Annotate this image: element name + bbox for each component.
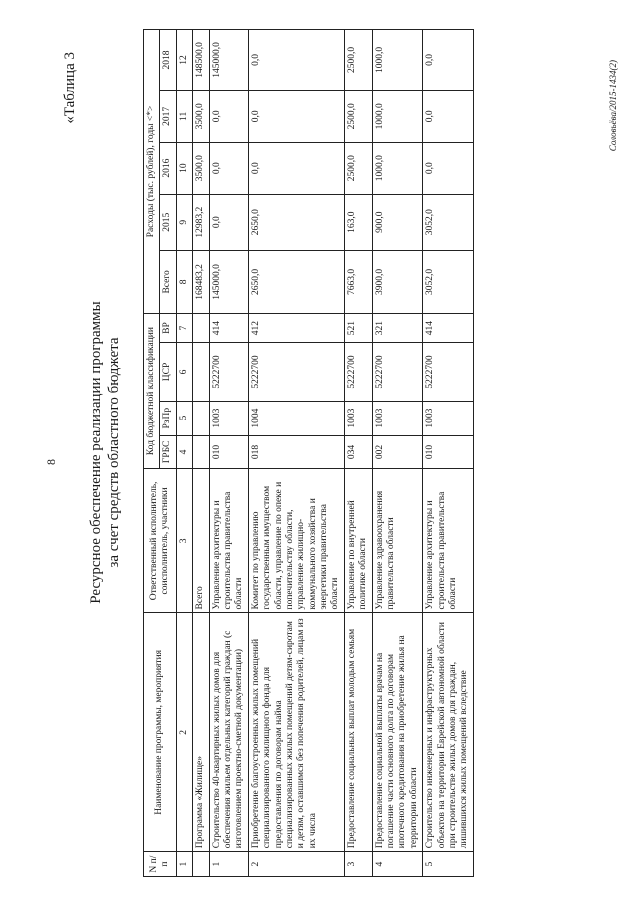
cell-y2015: 12983,2 [193,194,209,250]
cell-rzpr: 1003 [423,401,474,435]
cell-vr: 321 [372,313,423,342]
column-index: 3 [176,469,192,613]
cell-vr: 414 [423,313,474,342]
document-title-line1: Ресурсное обеспечение реализации программы [88,301,104,604]
cell-rzpr: 1003 [372,401,423,435]
cell-exec: Управление архитектуры и строительства правительства области [423,469,474,613]
header-2018: 2018 [160,30,176,91]
header-grbs: ГРБС [160,435,176,469]
cell-rzpr: 1004 [248,401,344,435]
cell-csr: 5222700 [423,343,474,402]
cell-y2015: 900,0 [372,194,423,250]
cell-grbs: 034 [344,435,372,469]
column-index: 4 [176,435,192,469]
header-executor: Ответственный исполнитель, соисполнитель, участники [144,469,177,613]
cell-y2015: 163,0 [344,194,372,250]
column-index: 8 [176,250,192,313]
document-title-line2: за счет средств областного бюджета [106,337,122,568]
document-footer: Соловьёва/2015-1434(2) [608,60,618,152]
cell-y2018: 1000,0 [372,30,423,91]
cell-total: 2650,0 [248,250,344,313]
column-index: 2 [176,613,192,852]
cell-vr: 412 [248,313,344,342]
cell-total: 145000,0 [209,250,248,313]
cell-csr: 5222700 [248,343,344,402]
cell-rzpr [193,401,209,435]
header-budget-code: Код бюджетной классификации [144,313,160,468]
cell-y2018: 0,0 [248,30,344,91]
header-name: Наименование программы, мероприятия [144,613,177,852]
cell-vr: 521 [344,313,372,342]
cell-y2018: 148500,0 [193,30,209,91]
cell-exec: Комитет по управлению государственным имуществом области, управление по опеке и попечительству области, управление жилищно-коммунального хозяйства и энергетики правительства области [248,469,344,613]
cell-name: Программа «Жилище» [193,613,209,852]
table-row [209,30,248,877]
cell-name: Строительство инженерных и инфраструктурных объектов на территории Еврейской автономной области при строительстве жилых домов для граждан, лишившихся жилых помещений вследствие [423,613,474,852]
cell-y2015: 0,0 [209,194,248,250]
header-vr: ВР [160,313,176,342]
cell-exec: Управление по внутренней политике области [344,469,372,613]
header-2016: 2016 [160,142,176,194]
cell-grbs [193,435,209,469]
cell-y2016: 2500,0 [344,142,372,194]
cell-vr: 414 [209,313,248,342]
header-csr: ЦСР [160,343,176,402]
header-total: Всего [160,250,176,313]
cell-y2015: 2650,0 [248,194,344,250]
column-index: 10 [176,142,192,194]
cell-y2016: 3500,0 [193,142,209,194]
cell-csr [193,343,209,402]
cell-num: 2 [248,852,344,877]
cell-y2016: 0,0 [248,142,344,194]
cell-vr [193,313,209,342]
column-index: 11 [176,90,192,142]
cell-rzpr: 1003 [209,401,248,435]
cell-y2016: 0,0 [423,142,474,194]
column-index: 6 [176,343,192,402]
cell-grbs: 010 [423,435,474,469]
cell-y2016: 1000,0 [372,142,423,194]
cell-y2015: 3052,0 [423,194,474,250]
cell-y2017: 0,0 [423,90,474,142]
column-index-row [176,30,192,877]
cell-name: Приобретение благоустроенных жилых помещений специализированного жилищного фонда для предоставления по договорам найма специализированных жилых помещений детям-сиротам и детям, оставшимся без попечения родителей, лицам из их числа [248,613,344,852]
header-expenses: Расходы (тыс. рублей), годы <*> [144,30,160,314]
cell-y2017: 2500,0 [344,90,372,142]
table-label: «Таблица 3 [62,52,78,124]
cell-csr: 5222700 [372,343,423,402]
cell-y2016: 0,0 [209,142,248,194]
cell-total: 3900,0 [372,250,423,313]
column-index: 7 [176,313,192,342]
cell-rzpr: 1003 [344,401,372,435]
cell-num: 4 [372,852,423,877]
cell-y2017: 1000,0 [372,90,423,142]
cell-grbs: 018 [248,435,344,469]
cell-csr: 5222700 [209,343,248,402]
cell-y2018: 0,0 [423,30,474,91]
column-index: 12 [176,30,192,91]
column-index: 9 [176,194,192,250]
cell-name: Предоставление социальных выплат молодым семьям [344,613,372,852]
cell-exec: Управление здравоохранения правительства области [372,469,423,613]
table-row [248,30,344,877]
cell-grbs: 002 [372,435,423,469]
cell-name: Строительство 40-квартирных жилых домов для обеспечения жильем отдельных категорий граждан (с изготовлением проектно-сметной документации) [209,613,248,852]
header-rzpr: РзПр [160,401,176,435]
cell-name: Предоставление социальной выплаты врачам на погашение части основного долга по договорам ипотечного кредитования на приобретение жилья на территории области [372,613,423,852]
cell-total: 3052,0 [423,250,474,313]
cell-num: 3 [344,852,372,877]
cell-exec: Управление архитектуры и строительства правительства области [209,469,248,613]
column-index: 5 [176,401,192,435]
table-row [193,30,209,877]
cell-y2018: 145000,0 [209,30,248,91]
cell-total: 7663,0 [344,250,372,313]
header-2017: 2017 [160,90,176,142]
cell-y2017: 0,0 [248,90,344,142]
table-body [193,30,474,877]
cell-y2017: 3500,0 [193,90,209,142]
header-num: N п/п [144,852,177,877]
cell-num [193,852,209,877]
cell-csr: 5222700 [344,343,372,402]
page-number: 8 [44,459,58,465]
table-row [423,30,474,877]
cell-num: 5 [423,852,474,877]
cell-total: 168483,2 [193,250,209,313]
header-2015: 2015 [160,194,176,250]
cell-num: 1 [209,852,248,877]
cell-exec: Всего [193,469,209,613]
cell-grbs: 010 [209,435,248,469]
resource-table [143,29,474,877]
column-index: 1 [176,852,192,877]
cell-y2017: 0,0 [209,90,248,142]
table-row [372,30,423,877]
table-row [344,30,372,877]
cell-y2018: 2500,0 [344,30,372,91]
